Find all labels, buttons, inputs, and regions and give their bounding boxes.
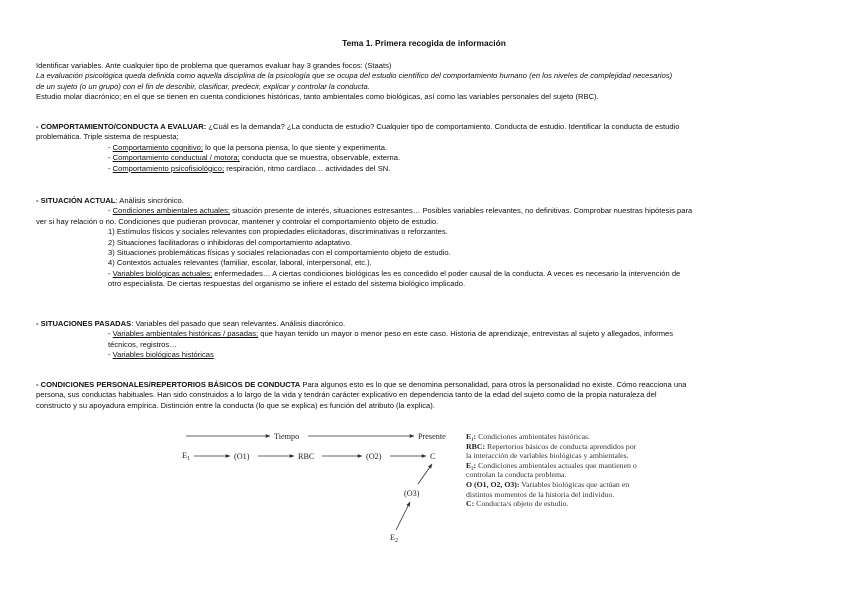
section-text: persona, sus conductas habituales. Han sido construidos a lo largo de la vida y tendrán carácter explicativo en dependencia tanto de la edad del sujeto como de la propia naturaleza del	[36, 390, 657, 400]
section-comportamiento	[36, 122, 816, 174]
numbered-item: 4) Contextos actuales relevantes (familiar, escolar, laboral, interpersonal, etc.).	[108, 258, 372, 268]
intro-section	[36, 61, 816, 103]
node-o1: (O1)	[234, 452, 250, 461]
legend-item: E₁: Condiciones ambientales históricas.	[466, 432, 591, 441]
list-item-continuation: otro especialista. De ciertas respuestas del organismo se infiere el estado del sistema biológico implicado.	[108, 279, 466, 289]
node-o3: (O3)	[404, 489, 420, 498]
list-item: - Comportamiento conductual / motora; conducta que se muestra, observable, externa.	[108, 153, 401, 163]
numbered-item: 1) Estímulos físicos y sociales relevantes con propiedades elicitadoras, discriminativas o reforzantes.	[108, 227, 448, 237]
legend-item: RBC: Repertorios básicos de conducta aprendidos por la interacción de variables biológicas y ambientales.	[466, 441, 637, 461]
arrow-e2-o3	[396, 502, 410, 530]
node-rbc: RBC	[298, 452, 315, 461]
label-presente: Presente	[418, 432, 446, 441]
section-situacion-actual	[36, 196, 816, 290]
page-title: Tema 1. Primera recogida de información	[342, 38, 506, 48]
node-o2: (O2)	[366, 452, 382, 461]
node-c: C	[430, 452, 436, 461]
label-tiempo: Tiempo	[274, 432, 300, 441]
list-item: - Condiciones ambientales actuales; situación presente de interés, situaciones estresantes… Posibles variables relevantes, no definitivas. Comprobar nuestras hipótesis para	[108, 206, 693, 216]
legend-item: O (O1, O2, O3): Variables biológicas que actúan en distintos momentos de la historia del individuo.	[466, 479, 630, 499]
numbered-item: 2) Situaciones facilitadoras o inhibidoras del comportamiento adaptativo.	[108, 237, 352, 247]
numbered-item: 3) Situaciones problemáticas físicas y sociales relacionadas con el comportamiento objeto de estudio.	[108, 248, 451, 258]
list-item: - Variables ambientales históricas / pasadas; que hayan tenido un mayor o menor peso en este caso. Historia de aprendizaje, entrevistas al sujeto y allegados, informes	[108, 329, 674, 339]
section-heading: - COMPORTAMIENTO/CONDUCTA A EVALUAR:	[36, 122, 207, 131]
list-item: - Comportamiento cognitivo; lo que la persona piensa, lo que siente y experimenta.	[108, 142, 388, 152]
section-heading: - SITUACIÓN ACTUAL	[36, 196, 116, 205]
molar-study-line: Estudio molar diacrónico; en el que se tienen en cuenta condiciones históricas, tanto ambientales como biológicas, así como las variables personales del sujeto (RBC).	[36, 92, 599, 102]
list-item: - Variables biológicas históricas	[108, 350, 214, 360]
list-item-continuation: ver si hay relación o no. Condiciones que pudieran provocar, mantener y controlar el comportamiento objeto de estudio.	[36, 216, 439, 226]
section-condiciones-personales	[36, 380, 816, 411]
section-heading: - SITUACIONES PASADAS	[36, 319, 132, 328]
node-e2: $E_2$	[390, 533, 399, 544]
legend-item: E₂: Condiciones ambientales actuales que mantienen o controlan la conducta problema.	[466, 460, 637, 480]
section-text: Para algunos esto es lo que se denomina personalidad, para otros la personalidad no existe. Cómo reacciona una	[300, 380, 687, 389]
intro-line: Identificar variables. Ante cualquier tipo de problema que queramos evaluar hay 3 grandes focos: (Staats)	[36, 61, 392, 70]
list-item-continuation: técnicos, registros…	[108, 339, 177, 349]
section-text: ¿Cuál es la demanda? ¿La conducta de estudio? Cualquier tipo de comportamiento. Conducta de estudio. Identificar la conducta de estudio	[206, 122, 680, 131]
section-text: : Análisis sincrónico.	[115, 196, 184, 205]
definition-line-2: de un sujeto (o un grupo) con el fin de describir, clasificar, predecir, explicar y controlar la conducta.	[36, 81, 370, 91]
legend-item: C: Conducta/s objeto de estudio.	[466, 499, 569, 509]
section-text: problemática. Triple sistema de respuesta;	[36, 132, 179, 142]
section-situaciones-pasadas	[36, 319, 816, 361]
section-heading: - CONDICIONES PERSONALES/REPERTORIOS BÁSICOS DE CONDUCTA	[36, 380, 301, 389]
diagram-legend	[466, 432, 638, 509]
section-text: constructo y su apoyadura empírica. Distinción entre la conducta (lo que se explica) es función del atributo (la explica).	[36, 400, 435, 410]
list-item: - Variables biológicas actuales; enfermedades… A ciertas condiciones biológicas les es concedido el poder causal de la conducta. A veces es necesario la intervención de	[108, 268, 681, 278]
definition-line-1: La evaluación psicológica queda definida como aquella disciplina de la psicología que se ocupa del estudio científico del comportamiento humano (en los niveles de complejidad necesarios)	[36, 71, 673, 81]
section-text: : Variables del pasado que sean relevantes. Análisis diacrónico.	[131, 319, 346, 328]
list-item: - Comportamiento psicofisiológico; respiración, ritmo cardíaco… actividades del SN.	[108, 163, 391, 173]
node-e1: $E_1$	[182, 451, 191, 462]
arrow-o3-c	[418, 464, 432, 484]
